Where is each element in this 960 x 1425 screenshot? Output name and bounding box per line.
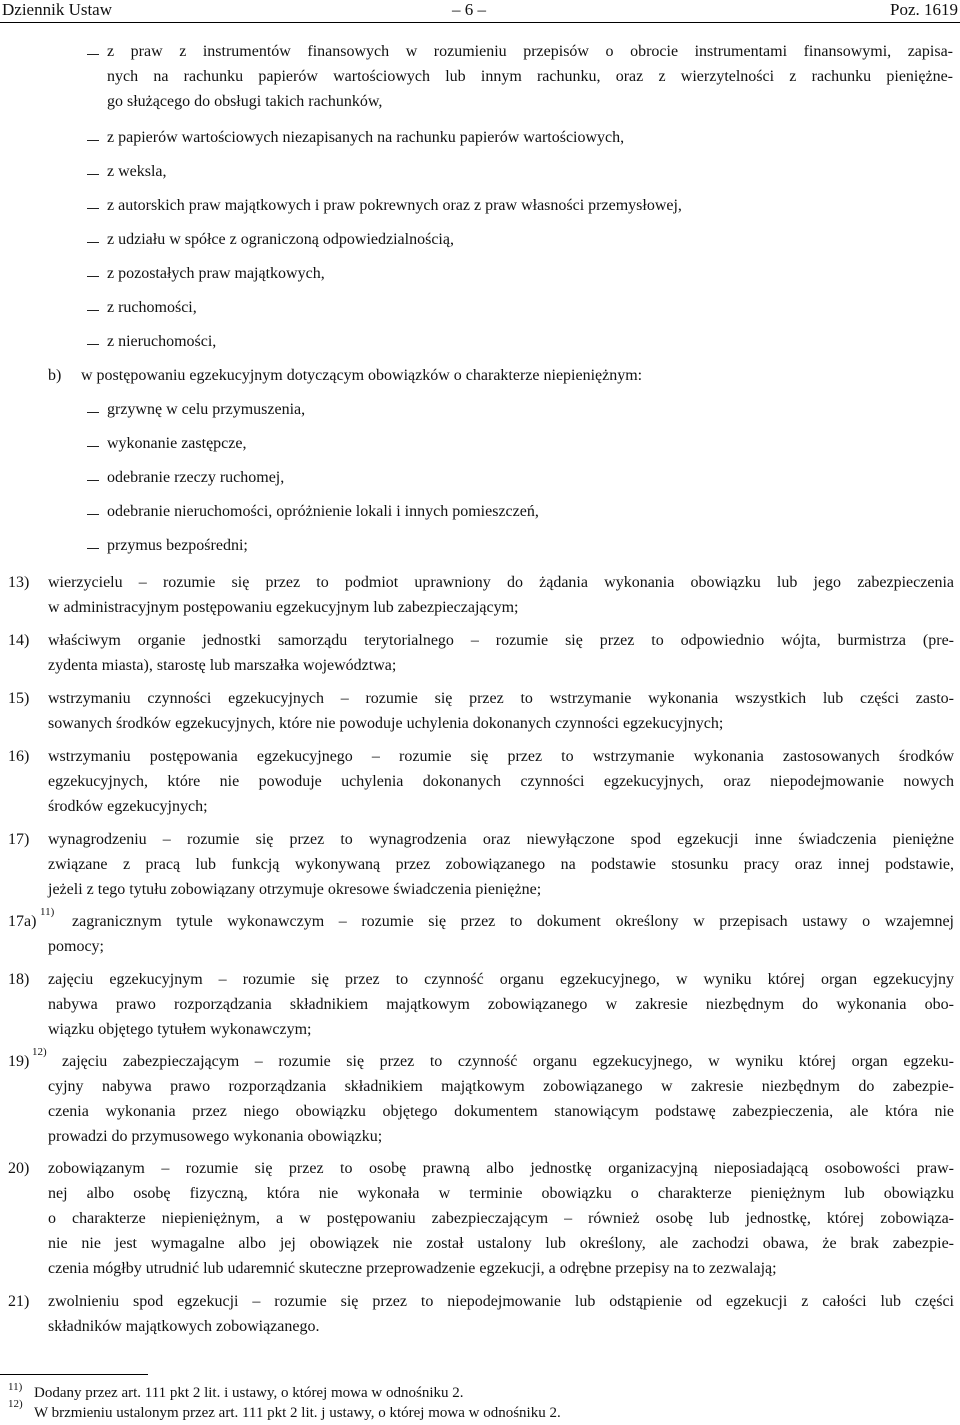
dash-bullet: [87, 140, 99, 141]
point-line: egzekucyjnych, które nie powoduje uchylenia dokonanych czynności egzekucyjnych, oraz niepodejmowanie nowych: [48, 773, 954, 790]
point-line: nie nie jest wymagalne albo jej obowiązek nie został ustalony lub określony, ale zachodzi obawa, że brak zabezpie-: [48, 1235, 954, 1252]
point-number: 13): [8, 574, 30, 591]
point-b-item: odebranie nieruchomości, opróżnienie lokali i innych pomieszczeń,: [107, 503, 539, 520]
point-line: zobowiązanym – rozumie się przez to osobę prawną albo jednostkę organizacyjną nieposiadającą osobowości praw-: [48, 1160, 954, 1177]
footnote-text: W brzmieniu ustalonym przez art. 111 pkt 2 lit. j ustawy, o której mowa w odnośniku 2.: [34, 1405, 561, 1421]
dash-bullet: [87, 208, 99, 209]
dash-item: z papierów wartościowych niezapisanych na rachunku papierów wartościowych,: [107, 129, 625, 146]
dash-bullet: [87, 242, 99, 243]
dash-bullet: [87, 276, 99, 277]
point-b-label: b): [48, 367, 62, 384]
point-number: 16): [8, 748, 30, 765]
point-line: wierzycielu – rozumie się przez to podmiot uprawniony do żądania wykonania obowiązku lub jego zabezpieczenia: [48, 574, 954, 591]
point-b-item: przymus bezpośredni;: [107, 537, 248, 554]
dash-bullet: [87, 480, 99, 481]
dash-bullet: [87, 514, 99, 515]
dash-item: z ruchomości,: [107, 299, 197, 316]
point-b-item: grzywnę w celu przymuszenia,: [107, 401, 306, 418]
point-number: 17): [8, 831, 30, 848]
point-number: 14): [8, 632, 30, 649]
point-b-text: w postępowaniu egzekucyjnym dotyczącym obowiązków o charakterze niepieniężnym:: [81, 367, 643, 384]
point-line: nabywa prawo rozporządzania składnikiem majątkowym zobowiązanego w zakresie niezbędnym do wykonania obo-: [48, 996, 954, 1013]
point-line: wstrzymaniu czynności egzekucyjnych – rozumie się przez to wstrzymanie wykonania wszystkich lub części zasto-: [48, 690, 954, 707]
point-line: sowanych środków egzekucyjnych, które nie powoduje uchylenia dokonanych czynności egzekucyjnych;: [48, 715, 724, 732]
footnote-ref: 12): [32, 1046, 47, 1058]
header-rule: [0, 22, 960, 23]
dash-item: z pozostałych praw majątkowych,: [107, 265, 325, 282]
point-line: o charakterze niepieniężnym, a w postępowaniu zabezpieczającym – również osobę lub jednostkę, której zobowiąza-: [48, 1210, 954, 1227]
dash-bullet: [87, 310, 99, 311]
dash-item: z weksla,: [107, 163, 167, 180]
point-line: jeżeli z tego tytułu zobowiązany otrzymuje okresowe świadczenia pieniężne;: [48, 881, 542, 898]
point-line: czenia mógłby utrudnić lub udaremnić skuteczne przeprowadzenie egzekucji, a odrębne przepisy na to zezwalają;: [48, 1260, 777, 1277]
point-line: czenia wykonania przez niego obowiązku objętego dokumentem stanowiącym podstawę zabezpieczenia, ale która nie: [48, 1103, 954, 1120]
point-line: prowadzi do przymusowego wykonania obowiązku;: [48, 1128, 383, 1145]
point-line: zwolnieniu spod egzekucji – rozumie się przez to niepodejmowanie lub odstąpienie od egzekucji z całości lub części: [48, 1293, 954, 1310]
point-number: 18): [8, 971, 30, 988]
point-line: środków egzekucyjnych;: [48, 798, 208, 815]
dash-item: z autorskich praw majątkowych i praw pokrewnych oraz z praw własności przemysłowej,: [107, 197, 682, 214]
dash-item-continuation: go służącego do obsługi takich rachunków,: [107, 93, 383, 110]
dash-item: z nieruchomości,: [107, 333, 217, 350]
point-line: zydenta miasta), starostę lub marszałka województwa;: [48, 657, 397, 674]
point-number: 15): [8, 690, 30, 707]
point-number: 20): [8, 1160, 30, 1177]
point-number: 19): [8, 1053, 30, 1070]
point-number: 21): [8, 1293, 30, 1310]
dash-bullet: [87, 344, 99, 345]
point-line: zajęciu egzekucyjnym – rozumie się przez to czynność organu egzekucyjnego, w wyniku której organ egzekucyjny: [48, 971, 954, 988]
point-line: pomocy;: [48, 938, 104, 955]
journal-title: Dziennik Ustaw: [2, 0, 113, 19]
dash-bullet: [87, 174, 99, 175]
dash-bullet: [87, 54, 99, 55]
point-line: związane z pracą lub funkcją wykonywaną przez zobowiązanego na podstawie stosunku pracy oraz innej podstawie,: [48, 856, 954, 873]
point-b-item: wykonanie zastępcze,: [107, 435, 247, 452]
point-line: w administracyjnym postępowaniu egzekucyjnym lub zabezpieczającym;: [48, 599, 519, 616]
page-number: – 6 –: [452, 0, 486, 19]
footnote-ref: 11): [40, 906, 55, 918]
point-line: wynagrodzeniu – rozumie się przez to wynagrodzenia oraz niewyłączone spod egzekucji inne świadczenia pieniężne: [48, 831, 954, 848]
footnote-rule: [0, 1374, 148, 1375]
point-line: składników majątkowych zobowiązanego.: [48, 1318, 320, 1335]
dash-bullet: [87, 412, 99, 413]
dash-item-continuation: nych na rachunku papierów wartościowych lub innym rachunku, oraz z wierzytelności z rachunku pieniężne-: [107, 68, 953, 85]
dash-item: z udziału w spółce z ograniczoną odpowiedzialnością,: [107, 231, 454, 248]
point-line: nej albo osobę fizyczną, która nie wykonała w terminie obowiązku o charakterze pieniężnym lub obowiązku: [48, 1185, 954, 1202]
dash-bullet: [87, 446, 99, 447]
footnote-text: Dodany przez art. 111 pkt 2 lit. i ustawy, o której mowa w odnośniku 2.: [34, 1385, 464, 1401]
dash-bullet: [87, 548, 99, 549]
point-line: zajęciu zabezpieczającym – rozumie się przez to czynność organu egzekucyjnego, w wyniku której organ egzeku-: [62, 1053, 954, 1070]
point-line: właściwym organie jednostki samorządu terytorialnego – rozumie się przez to odpowiednio wójta, burmistrza (pre-: [48, 632, 954, 649]
footnote-number: 12): [8, 1398, 23, 1410]
point-line: cyjny nabywa prawo rozporządzania składnikiem majątkowym zobowiązanego w zakresie niezbędnym do zabezpie-: [48, 1078, 954, 1095]
point-b-item: odebranie rzeczy ruchomej,: [107, 469, 285, 486]
dash-item-financial-instruments: z praw z instrumentów finansowych w rozumieniu przepisów o obrocie instrumentami finansowymi, zapisa-: [107, 43, 953, 60]
position-number: Poz. 1619: [890, 0, 958, 19]
point-line: zagranicznym tytule wykonawczym – rozumie się przez to dokument określony w przepisach ustawy o wzajemnej: [72, 913, 954, 930]
point-line: wstrzymaniu postępowania egzekucyjnego – rozumie się przez to wstrzymanie wykonania zastosowanych środków: [48, 748, 954, 765]
footnote-number: 11): [8, 1381, 23, 1393]
point-line: wiązku objętego tytułem wykonawczym;: [48, 1021, 312, 1038]
point-number: 17a): [8, 913, 37, 930]
